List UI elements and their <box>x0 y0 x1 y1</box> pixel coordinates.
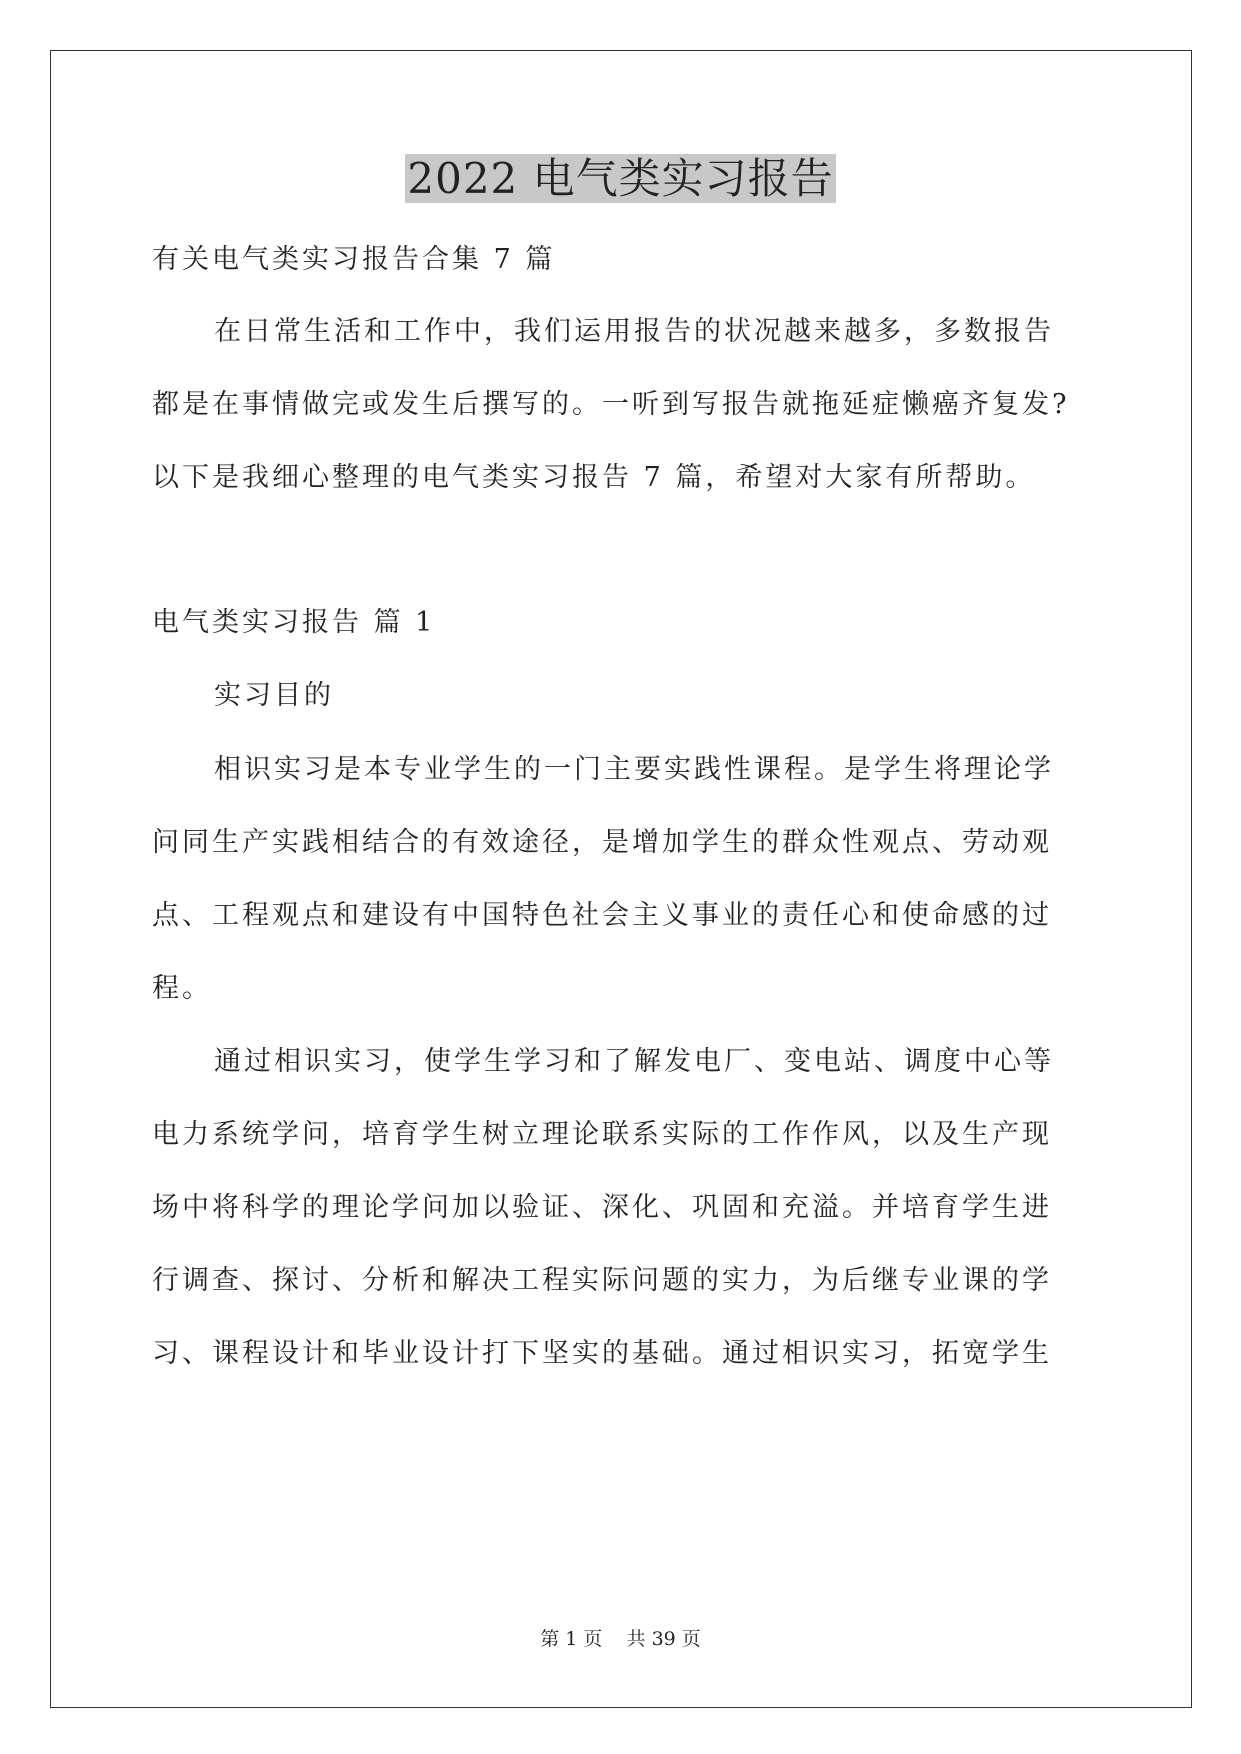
document-title-text: 2022 电气类实习报告 <box>407 154 834 203</box>
paragraph-line: 电力系统学问，培育学生树立理论联系实际的工作作风，以及生产现 <box>152 1119 1052 1150</box>
paragraph-line: 相识实习是本专业学生的一门主要实践性课程。是学生将理论学 <box>214 754 1054 785</box>
page-footer <box>0 1626 1241 1652</box>
paragraph-line: 都是在事情做完或发生后撰写的。一听到写报告就拖延症懒癌齐复发? <box>152 389 1070 420</box>
paragraph-line: 习、课程设计和毕业设计打下坚实的基础。通过相识实习，拓宽学生 <box>152 1338 1052 1369</box>
document-title <box>0 150 1241 208</box>
page-number: 第 1 页 <box>540 1628 603 1650</box>
paragraph-line: 通过相识实习，使学生学习和了解发电厂、变电站、调度中心等 <box>214 1046 1054 1077</box>
paragraph-line: 点、工程观点和建设有中国特色社会主义事业的责任心和使命感的过 <box>152 900 1052 931</box>
section-heading: 电气类实习报告 篇 1 <box>152 607 436 638</box>
document-subtitle: 有关电气类实习报告合集 7 篇 <box>152 244 556 275</box>
paragraph-line: 以下是我细心整理的电气类实习报告 7 篇，希望对大家有所帮助。 <box>152 462 1036 493</box>
paragraph-line: 在日常生活和工作中，我们运用报告的状况越来越多，多数报告 <box>214 316 1054 347</box>
paragraph-line: 行调查、探讨、分析和解决工程实际问题的实力，为后继专业课的学 <box>152 1265 1052 1296</box>
page-border <box>50 50 1192 1708</box>
paragraph-line: 场中将科学的理论学问加以验证、深化、巩固和充溢。并培育学生进 <box>152 1192 1052 1223</box>
subsection-heading: 实习目的 <box>214 680 334 711</box>
page-total: 共 39 页 <box>626 1628 701 1650</box>
paragraph-line: 程。 <box>152 973 212 1004</box>
paragraph-line: 问同生产实践相结合的有效途径，是增加学生的群众性观点、劳动观 <box>152 827 1052 858</box>
